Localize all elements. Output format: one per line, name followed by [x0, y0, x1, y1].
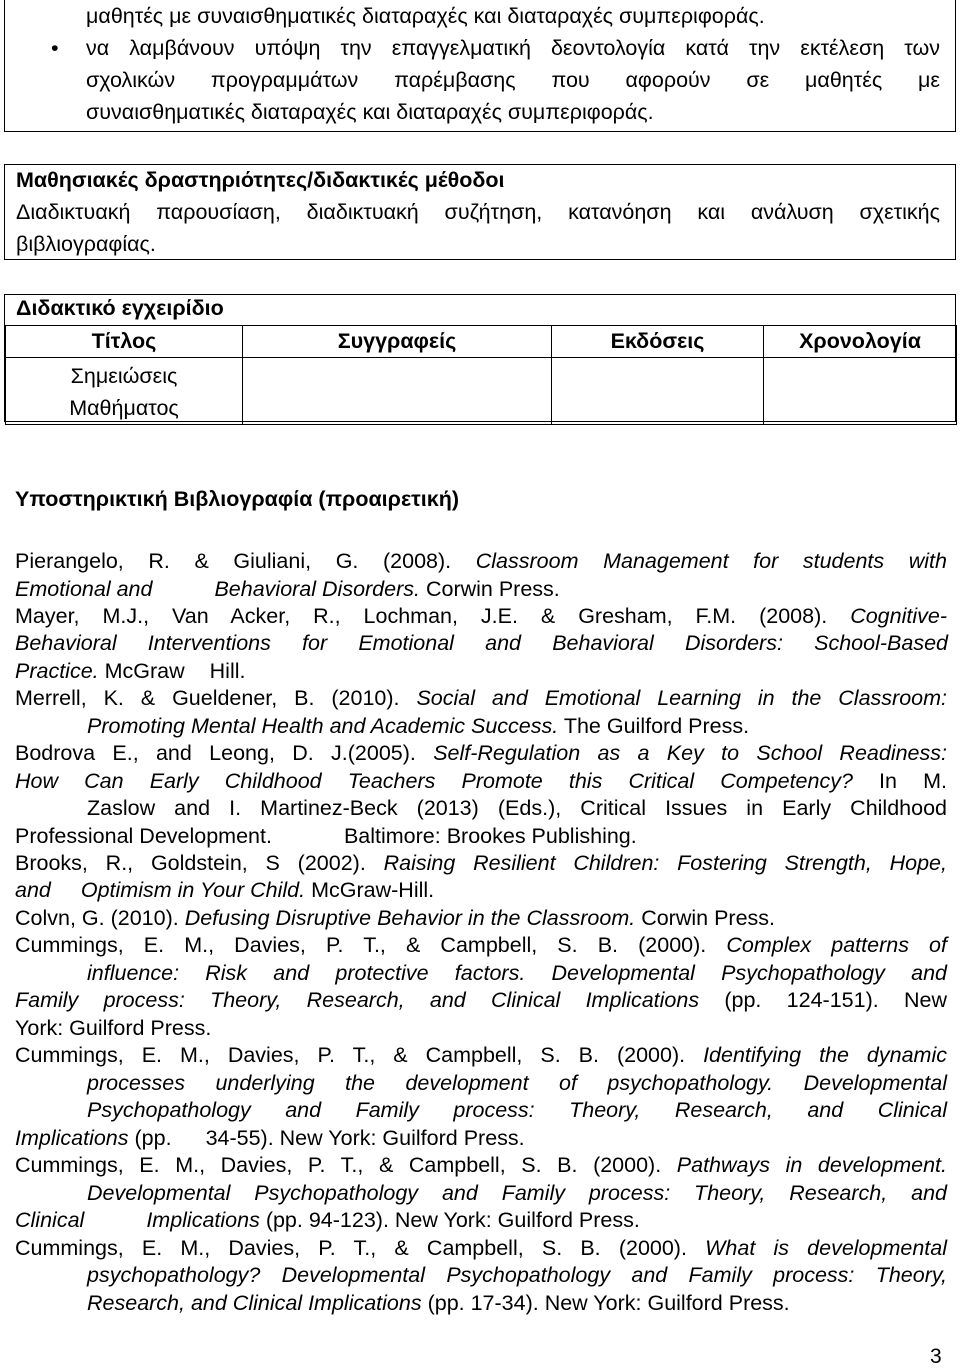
column-header-authors: Συγγραφείς: [243, 326, 552, 358]
textbook-title-cell: [6, 358, 243, 425]
reference-line: Behavioral Interventions for Emotional and Behavioral Disorders: School-Based: [15, 631, 948, 655]
reference-line: Emotional and Behavioral Disorders. Corwin Press.: [15, 577, 560, 601]
reference-line: Promoting Mental Health and Academic Success. The Guilford Press.: [87, 714, 750, 738]
reference-line: Colvn, G. (2010). Defusing Disruptive Behavior in the Classroom. Corwin Press.: [15, 906, 776, 930]
reference-line: Brooks, R., Goldstein, S (2002). Raising Resilient Children: Fostering Strength, Hope,: [15, 851, 947, 875]
reference-line: Merrell, K. & Gueldener, B. (2010). Social and Emotional Learning in the Classroom:: [15, 686, 947, 710]
reference-line: Cummings, E. M., Davies, P. T., & Campbell, S. B. (2000). What is developmental: [15, 1236, 948, 1260]
textbook-authors-cell: [243, 358, 552, 425]
reference-line: Pierangelo, R. & Giuliani, G. (2008). Classroom Management for students with: [15, 549, 947, 573]
objectives-bullet-line: συναισθηματικές διαταραχές και διαταραχές συμπεριφοράς.: [86, 100, 654, 124]
objectives-line: μαθητές με συναισθηματικές διαταραχές και διαταραχές συμπεριφοράς.: [86, 4, 765, 28]
reference-line: Professional Development. Baltimore: Brookes Publishing.: [15, 824, 637, 848]
reference-line: Zaslow and I. Martinez-Beck (2013) (Eds.), Critical Issues in Early Childhood: [87, 796, 947, 820]
supporting-heading: Υποστηρικτική Βιβλιογραφία (προαιρετική): [15, 487, 460, 511]
reference-line: processes underlying the development of psychopathology. Developmental: [87, 1071, 947, 1095]
reference-line: Mayer, M.J., Van Acker, R., Lochman, J.E. & Gresham, F.M. (2008). Cognitive-: [15, 604, 947, 628]
reference-line: and Optimism in Your Child. McGraw-Hill.: [15, 878, 435, 902]
reference-line: influence: Risk and protective factors. Developmental Psychopathology and: [87, 961, 947, 985]
textbook-header-row: [6, 326, 957, 358]
reference-line: Cummings, E. M., Davies, P. T., & Campbell, S. B. (2000). Pathways in development.: [15, 1153, 947, 1177]
textbook-year-cell: [764, 358, 957, 425]
page-number: 3: [930, 1345, 942, 1368]
reference-line: Research, and Clinical Implications (pp. 17-34). New York: Guilford Press.: [87, 1291, 790, 1315]
bullet-marker: •: [51, 36, 59, 60]
textbook-heading: Διδακτικό εγχειρίδιο: [16, 296, 224, 320]
column-header-title: Τίτλος: [6, 326, 243, 358]
textbook-box: [4, 294, 956, 422]
notes-line: Μαθήματος: [69, 396, 179, 420]
reference-line: Psychopathology and Family process: Theory, Research, and Clinical: [87, 1098, 947, 1122]
reference-line: Developmental Psychopathology and Family process: Theory, Research, and: [87, 1181, 947, 1205]
reference-line: Cummings, E. M., Davies, P. T., & Campbell, S. B. (2000). Identifying the dynamic: [15, 1043, 947, 1067]
reference-line: psychopathology? Developmental Psychopathology and Family process: Theory,: [87, 1263, 947, 1287]
textbook-table: [5, 325, 957, 425]
reference-line: Implications (pp. 34-55). New York: Guilford Press.: [15, 1126, 525, 1150]
reference-line: How Can Early Childhood Teachers Promote this Critical Competency? In M.: [15, 769, 947, 793]
methods-box: [4, 164, 956, 260]
objectives-bullet-line: να λαμβάνουν υπόψη την επαγγελματική δεοντολογία κατά την εκτέλεση των: [86, 36, 940, 60]
reference-line: Family process: Theory, Research, and Clinical Implications (pp. 124-151). New: [15, 988, 947, 1012]
reference-line: Clinical Implications (pp. 94-123). New York: Guilford Press.: [15, 1208, 640, 1232]
objectives-box: [4, 0, 956, 132]
methods-text-line: βιβλιογραφίας.: [16, 232, 156, 256]
methods-heading: Μαθησιακές δραστηριότητες/διδακτικές μέθοδοι: [16, 168, 505, 192]
objectives-bullet-line: σχολικών προγραμμάτων παρέμβασης που αφορούν σε μαθητές με: [86, 68, 940, 92]
reference-line: Practice. McGraw Hill.: [15, 659, 246, 683]
column-header-year: Χρονολογία: [764, 326, 957, 358]
reference-line: York: Guilford Press.: [15, 1016, 212, 1040]
column-header-publishers: Εκδόσεις: [552, 326, 764, 358]
reference-line: Cummings, E. M., Davies, P. T., & Campbell, S. B. (2000). Complex patterns of: [15, 933, 947, 957]
reference-line: Bodrova E., and Leong, D. J.(2005). Self-Regulation as a Key to School Readiness:: [15, 741, 947, 765]
methods-text-line: Διαδικτυακή παρουσίαση, διαδικτυακή συζήτηση, κατανόηση και ανάλυση σχετικής: [16, 200, 940, 224]
textbook-publishers-cell: [552, 358, 764, 425]
textbook-row: [6, 358, 957, 425]
notes-line: Σημειώσεις: [70, 364, 178, 388]
